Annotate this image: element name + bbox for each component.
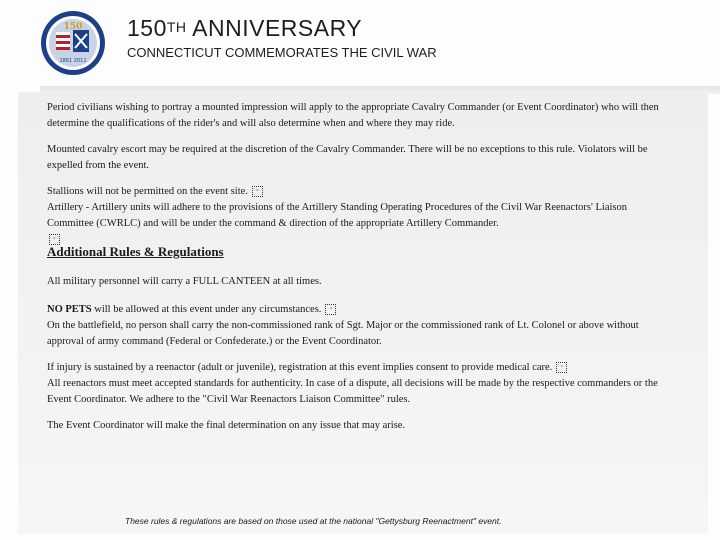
page-subtitle: CONNECTICUT COMMEMORATES THE CIVIL WAR (127, 45, 437, 60)
seal-years: 1861 2011 (59, 58, 87, 64)
paragraph-artillery: Artillery - Artillery units will adhere to the provisions of the Artillery Standing Operating Procedures of the Civil War Reenactors' Liaison Committee (CWRLC) and will be under the command & direction of the appropriate Artillery Commander. ▫ (47, 200, 667, 248)
paragraph-stallions: Stallions will not be permitted on the event site. ▫ (47, 184, 667, 200)
seal-number: 150 (63, 22, 83, 32)
paragraph-mounted-civilians: Period civilians wishing to portray a mounted impression will apply to the appropriate Cavalry Commander (or Event Coordinator) who will then determine the qualifications of the rider's and will also determine when and where they may ride. (47, 102, 659, 129)
paragraph-canteen: All military personnel will carry a FULL CANTEEN at all times. (47, 276, 322, 287)
section-heading-additional-rules: Additional Rules & Regulations (47, 244, 224, 259)
paragraph-rank-rules: On the battlefield, no person shall carry the non-commissioned rank of Sgt. Major or the commissioned rank of Lt. Colonel or above without approval of army command (Federal or Confederate.) or the Event Coordinator. (47, 320, 639, 347)
paragraph-no-pets: NO PETS will be allowed at this event under any circumstances. ▫ (47, 302, 667, 318)
page-title: 150TH ANNIVERSARY (127, 15, 363, 41)
placeholder-glyph-icon: ▫ (325, 304, 336, 315)
placeholder-glyph-icon: ▫ (252, 186, 263, 197)
placeholder-glyph-icon: ▫ (556, 362, 567, 373)
paragraph-final-determination: The Event Coordinator will make the final determination on any issue that may arise. (47, 420, 406, 431)
placeholder-glyph-icon: ▫ (49, 234, 60, 245)
paragraph-cavalry-escort: Mounted cavalry escort may be required at the discretion of the Cavalry Commander. There will be no exceptions to this rule. Violators will be expelled from the event. (47, 144, 648, 171)
paragraph-medical-consent: If injury is sustained by a reenactor (adult or juvenile), registration at this event implies consent to provide medical care. ▫ (47, 360, 667, 376)
footer-note: These rules & regulations are based on those used at the national "Gettysburg Reenactment" event. (125, 516, 502, 526)
paragraph-authenticity: All reenactors must meet accepted standards for authenticity. In case of a dispute, all decisions will be made by the respective commanders or the Event Coordinator. We adhere to the "Civil War Reenactors Liaison Committee" rules. (47, 378, 658, 405)
anniversary-seal-logo (40, 10, 106, 76)
